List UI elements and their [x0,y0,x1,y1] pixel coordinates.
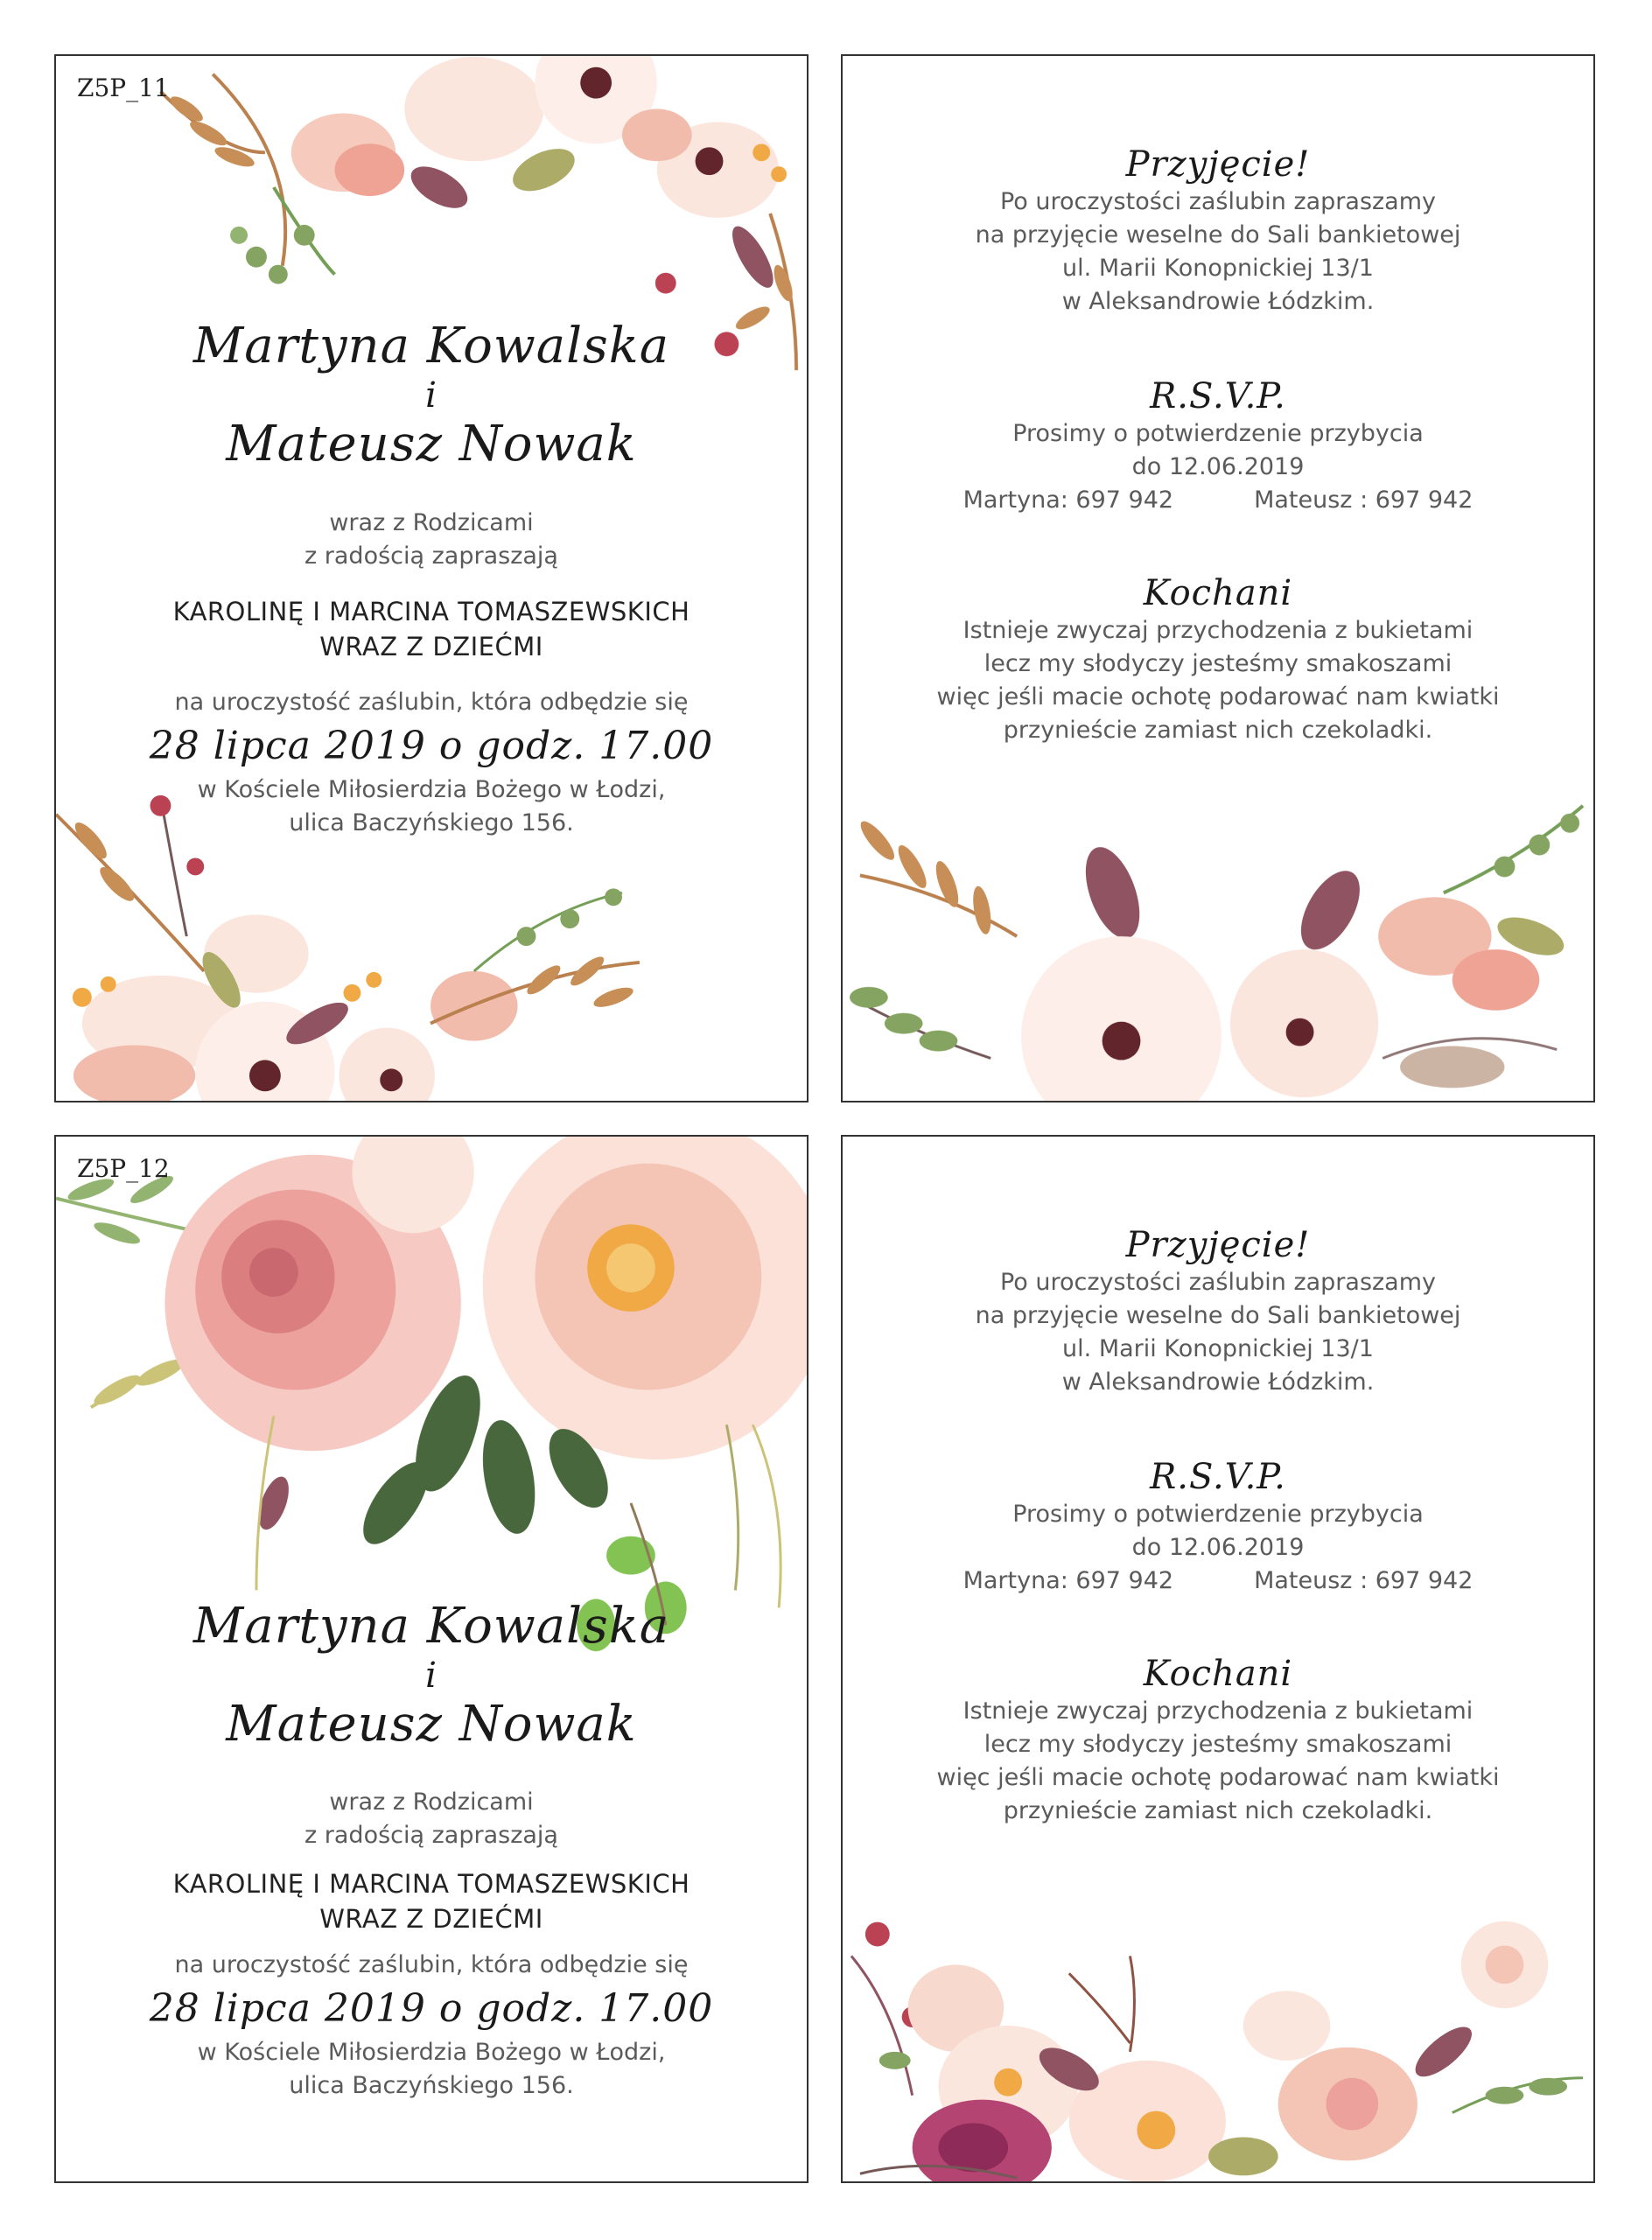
floral-decoration [56,56,807,1101]
invitation-card-back [841,54,1595,1102]
contact-groom: Mateusz : 697 942 [1254,1567,1474,1594]
place-line-1: w Kościele Miłosierdzia Bożego w Łodzi, [197,776,666,803]
invite-line: z radością zapraszają [304,542,558,570]
reception-title: Przyjęcie! [1125,144,1311,185]
groom-name: Mateusz Nowak [226,1696,637,1753]
note-line-3: więc jeśli macie ochotę podarować nam kwiatki [936,1764,1500,1791]
rsvp-line-2: do 12.06.2019 [1131,453,1305,480]
guests-line-2: WRAZ Z DZIEĆMI [319,632,543,662]
guests-line-2: WRAZ Z DZIEĆMI [319,1904,543,1934]
place-line-2: ulica Baczyńskiego 156. [289,809,574,836]
contact-groom: Mateusz : 697 942 [1254,486,1474,514]
ceremony-date: 28 lipca 2019 o godz. 17.00 [149,1986,714,2031]
ceremony-info [56,686,807,840]
place-line-1: w Kościele Miłosierdzia Bożego w Łodzi, [197,2039,666,2066]
reception-title: Przyjęcie! [1125,1225,1311,1265]
reception-line-2: na przyjęcie weselne do Sali bankietowej [975,221,1461,248]
place-line-2: ulica Baczyńskiego 156. [289,2072,574,2099]
rsvp-title: R.S.V.P. [1150,1457,1286,1497]
note-line-2: lecz my słodyczy jesteśmy smakoszami [984,1731,1452,1758]
note-section [843,1653,1593,1828]
reception-section [843,1224,1593,1399]
reception-line-1: Po uroczystości zaślubin zapraszamy [999,188,1437,215]
invitation-card-front [54,1135,808,2183]
invitation-card-front [54,54,808,1102]
note-line-1: Istnieje zwyczaj przychodzenia z bukietami [962,1698,1474,1725]
design-code: Z5P_12 [77,1154,170,1183]
guests-line-1: KAROLINĘ I MARCINA TOMASZEWSKICH [172,597,690,626]
note-title: Kochani [1143,573,1293,613]
ceremony-line: na uroczystość zaślubin, która odbędzie się [174,689,689,716]
guests-line-1: KAROLINĘ I MARCINA TOMASZEWSKICH [172,1869,690,1899]
contact-bride: Martyna: 697 942 [962,486,1174,514]
reception-line-1: Po uroczystości zaślubin zapraszamy [999,1269,1437,1296]
note-line-3: więc jeśli macie ochotę podarować nam kwiatki [936,683,1500,710]
rsvp-line-1: Prosimy o potwierdzenie przybycia [1012,1501,1424,1528]
and-conjunction: i [425,375,438,416]
rsvp-section [843,375,1593,517]
note-line-1: Istnieje zwyczaj przychodzenia z bukietami [962,617,1474,644]
couple-names [56,318,807,472]
rsvp-title: R.S.V.P. [1150,376,1286,416]
ceremony-line: na uroczystość zaślubin, która odbędzie się [174,1951,689,1978]
invite-text [56,1786,807,1852]
reception-line-4: w Aleksandrowie Łódzkim. [1061,1368,1375,1396]
note-line-4: przynieście zamiast nich czekoladki. [1003,717,1433,744]
invite-line: z radością zapraszają [304,1822,558,1849]
reception-line-3: ul. Marii Konopnickiej 13/1 [1062,255,1374,282]
invite-text [56,507,807,573]
with-parents: wraz z Rodzicami [329,509,534,536]
with-parents: wraz z Rodzicami [329,1788,534,1816]
rsvp-contacts [843,484,1593,517]
reception-line-3: ul. Marii Konopnickiej 13/1 [1062,1335,1374,1362]
reception-line-2: na przyjęcie weselne do Sali bankietowej [975,1302,1461,1329]
ceremony-info [56,1949,807,2103]
bride-name: Martyna Kowalska [192,318,670,374]
and-conjunction: i [425,1656,438,1696]
guests-names [56,594,807,664]
note-line-2: lecz my słodyczy jesteśmy smakoszami [984,650,1452,677]
bride-name: Martyna Kowalska [192,1598,670,1655]
rsvp-line-2: do 12.06.2019 [1131,1534,1305,1561]
ceremony-date: 28 lipca 2019 o godz. 17.00 [149,724,714,768]
rsvp-contacts [843,1564,1593,1598]
rsvp-line-1: Prosimy o potwierdzenie przybycia [1012,420,1424,447]
couple-names [56,1599,807,1753]
groom-name: Mateusz Nowak [226,416,637,472]
contact-bride: Martyna: 697 942 [962,1567,1174,1594]
reception-line-4: w Aleksandrowie Łódzkim. [1061,288,1375,315]
design-code: Z5P_11 [77,74,170,102]
guests-names [56,1866,807,1936]
reception-section [843,144,1593,318]
note-title: Kochani [1143,1654,1293,1694]
note-line-4: przynieście zamiast nich czekoladki. [1003,1797,1433,1824]
note-section [843,572,1593,747]
rsvp-section [843,1456,1593,1598]
invitation-card-back [841,1135,1595,2183]
